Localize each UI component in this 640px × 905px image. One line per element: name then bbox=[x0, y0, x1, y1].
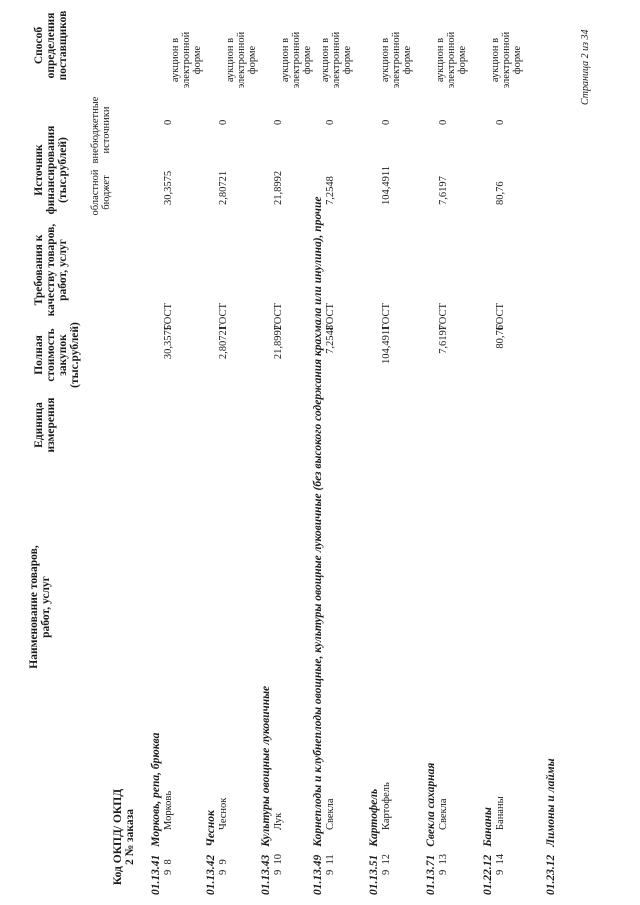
item-requirements: ГОСТ bbox=[495, 303, 506, 330]
group-title: 01.13.42Чеснок bbox=[205, 810, 217, 895]
item-source-regional: 21,8992 bbox=[273, 170, 284, 205]
item-method: аукцион в электронной форме bbox=[280, 31, 313, 89]
item-source-regional: 2,80721 bbox=[218, 170, 229, 205]
item-source-regional: 7,6197 bbox=[438, 176, 449, 205]
item-source-extra: 0 bbox=[218, 119, 229, 125]
group-title: 01.22.12Бананы bbox=[482, 807, 494, 895]
item-name: Морковь bbox=[163, 790, 174, 830]
item-name: Картофель bbox=[381, 782, 392, 830]
item-cost: 2,80721 bbox=[218, 325, 229, 360]
item-method: аукцион в электронной форме bbox=[170, 31, 203, 89]
header-method: Способ определения поставщиков bbox=[33, 10, 69, 81]
item-cost: 7,6197 bbox=[438, 325, 449, 354]
item-method: аукцион в электронной форме bbox=[225, 31, 258, 89]
item-method: аукцион в электронной форме bbox=[320, 31, 353, 89]
header-requirements: Требования к качеству товаров, работ, услуг bbox=[33, 223, 69, 317]
order-number: 9 9 bbox=[218, 859, 229, 875]
header-unit: Единица измерения bbox=[33, 397, 57, 453]
item-cost: 80,76 bbox=[495, 325, 506, 349]
item-source-extra: 0 bbox=[163, 119, 174, 125]
item-method: аукцион в электронной форме bbox=[380, 31, 413, 89]
group-title: 01.23.12Лимоны и лаймы bbox=[545, 758, 557, 895]
group-title: 01.13.71Свекла сахарная bbox=[425, 762, 437, 895]
header-source: Источник финансирования (тыс.рублей) bbox=[33, 125, 69, 215]
group-title: 01.13.51Картофель bbox=[368, 788, 380, 895]
group-title: 01.13.43Культуры овощные луковичные bbox=[260, 685, 272, 895]
order-number: 9 13 bbox=[438, 854, 449, 875]
item-source-extra: 0 bbox=[381, 119, 392, 125]
item-requirements: ГОСТ bbox=[218, 303, 229, 330]
header-name: Наименование товаров, работ, услуг bbox=[28, 545, 52, 669]
item-name: Лук bbox=[273, 812, 284, 830]
order-number: 9 14 bbox=[495, 854, 506, 875]
item-requirements: ГОСТ bbox=[163, 303, 174, 330]
group-title: 01.13.49Корнеплоды и клубнеплоды овощные, культуры овощные луковичные (без высокого содержания крахмала или инулина), прочие bbox=[312, 196, 324, 895]
item-source-regional: 80,76 bbox=[495, 181, 506, 205]
header-code: Код ОКПД/ ОКПД 2 № заказа bbox=[112, 788, 136, 886]
item-method: аукцион в электронной форме bbox=[435, 31, 468, 89]
page-number: Страница 2 из 34 bbox=[580, 29, 591, 105]
order-number: 9 10 bbox=[273, 854, 284, 875]
item-source-regional: 104,4911 bbox=[381, 166, 392, 205]
item-cost: 30,3575 bbox=[163, 325, 174, 360]
item-method: аукцион в электронной форме bbox=[490, 31, 523, 89]
item-requirements: ГОСТ bbox=[438, 303, 449, 330]
order-number: 9 8 bbox=[163, 859, 174, 875]
item-name: Свекла bbox=[325, 798, 336, 830]
item-source-extra: 0 bbox=[438, 119, 449, 125]
item-requirements: ГОСТ bbox=[381, 303, 392, 330]
item-source-regional: 30,3575 bbox=[163, 170, 174, 205]
item-name: Чеснок bbox=[218, 797, 229, 830]
item-requirements: ГОСТ bbox=[273, 303, 284, 330]
item-cost: 21,8992 bbox=[273, 325, 284, 360]
order-number: 9 11 bbox=[325, 854, 336, 875]
item-name: Бананы bbox=[495, 796, 506, 830]
order-number: 9 12 bbox=[381, 854, 392, 875]
item-source-extra: 0 bbox=[495, 119, 506, 125]
header-cost: Полная стоимость закупок (тыс.рублей) bbox=[33, 322, 81, 388]
item-source-regional: 7,2548 bbox=[325, 176, 336, 205]
header-source-regional: областной бюджет bbox=[90, 169, 112, 216]
item-cost: 7,2548 bbox=[325, 325, 336, 354]
item-source-extra: 0 bbox=[273, 119, 284, 125]
group-title: 01.13.41Морковь, репа, брюква bbox=[150, 732, 162, 895]
item-requirements: ГОСТ bbox=[325, 303, 336, 330]
header-source-extra: внебюджетные источники bbox=[90, 96, 112, 164]
item-source-extra: 0 bbox=[325, 119, 336, 125]
item-cost: 104,4911 bbox=[381, 325, 392, 364]
item-name: Свекла bbox=[438, 798, 449, 830]
